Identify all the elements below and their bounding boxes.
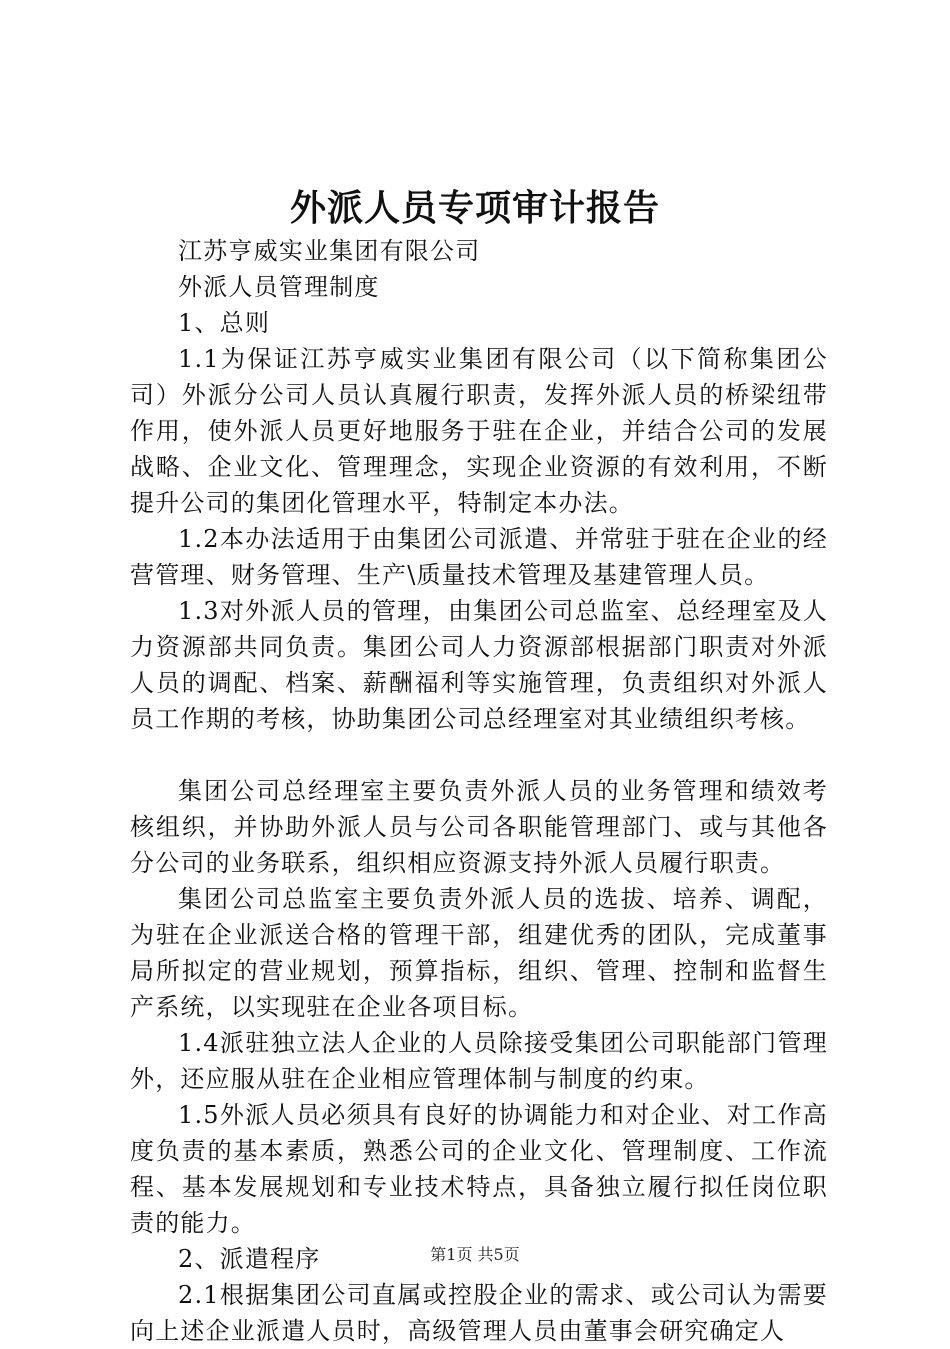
- paragraph-general-manager-office: 集团公司总经理室主要负责外派人员的业务管理和绩效考核组织，并协助外派人员与公司各职能管理部门、或与其他各分公司的业务联系，组织相应资源支持外派人员履行职责。: [130, 777, 828, 877]
- paragraph-1-5: 1.5外派人员必须具有良好的协调能力和对企业、对工作高度负责的基本素质，熟悉公司的企业文化、管理制度、工作流程、基本发展规划和专业技术特点，具备独立履行拟任岗位职责的能力。: [130, 1101, 828, 1237]
- paragraph-1-1: 1.1为保证江苏亨威实业集团有限公司（以下简称集团公司）外派分公司人员认真履行职责，发挥外派人员的桥梁纽带作用，使外派人员更好地服务于驻在企业，并结合公司的发展战略、企业文化、管理理念，实现企业资源的有效利用，不断提升公司的集团化管理水平，特制定本办法。: [130, 345, 828, 517]
- page-number-footer: 第1页 共5页: [430, 1245, 520, 1264]
- section-heading-dispatch: 2、派遣程序: [178, 1245, 321, 1273]
- paragraph-supervisor-office: 集团公司总监室主要负责外派人员的选拔、培养、调配，为驻在企业派送合格的管理干部，组建优秀的团队，完成董事局所拟定的营业规划，预算指标，组织、管理、控制和监督生产系统，以实现驻在企业各项目标。: [130, 885, 828, 1021]
- document-title: 外派人员专项审计报告: [289, 187, 660, 229]
- blank-line: [130, 737, 828, 773]
- paragraph-1-4: 1.4派驻独立法人企业的人员除接受集团公司职能部门管理外，还应服从驻在企业相应管理体制与制度的约束。: [130, 1029, 828, 1093]
- paragraph-2-1: 2.1根据集团公司直属或控股企业的需求、或公司认为需要向上述企业派遣人员时，高级管理人员由董事会研究确定人: [130, 1281, 828, 1345]
- paragraph-1-3: 1.3对外派人员的管理，由集团公司总监室、总经理室及人力资源部共同负责。集团公司人力资源部根据部门职责对外派人员的调配、档案、薪酬福利等实施管理，负责组织对外派人员工作期的考核，协助集团公司总经理室对其业绩组织考核。: [130, 597, 828, 733]
- document-body: [130, 233, 828, 1349]
- paragraph-company-name: 江苏亨威实业集团有限公司: [178, 237, 481, 265]
- paragraph-1-2: 1.2本办法适用于由集团公司派遣、并常驻于驻在企业的经营管理、财务管理、生产\质量技术管理及基建管理人员。: [130, 525, 828, 589]
- section-heading-general: 1、总则: [178, 309, 271, 337]
- paragraph-regulation-title: 外派人员管理制度: [178, 273, 380, 301]
